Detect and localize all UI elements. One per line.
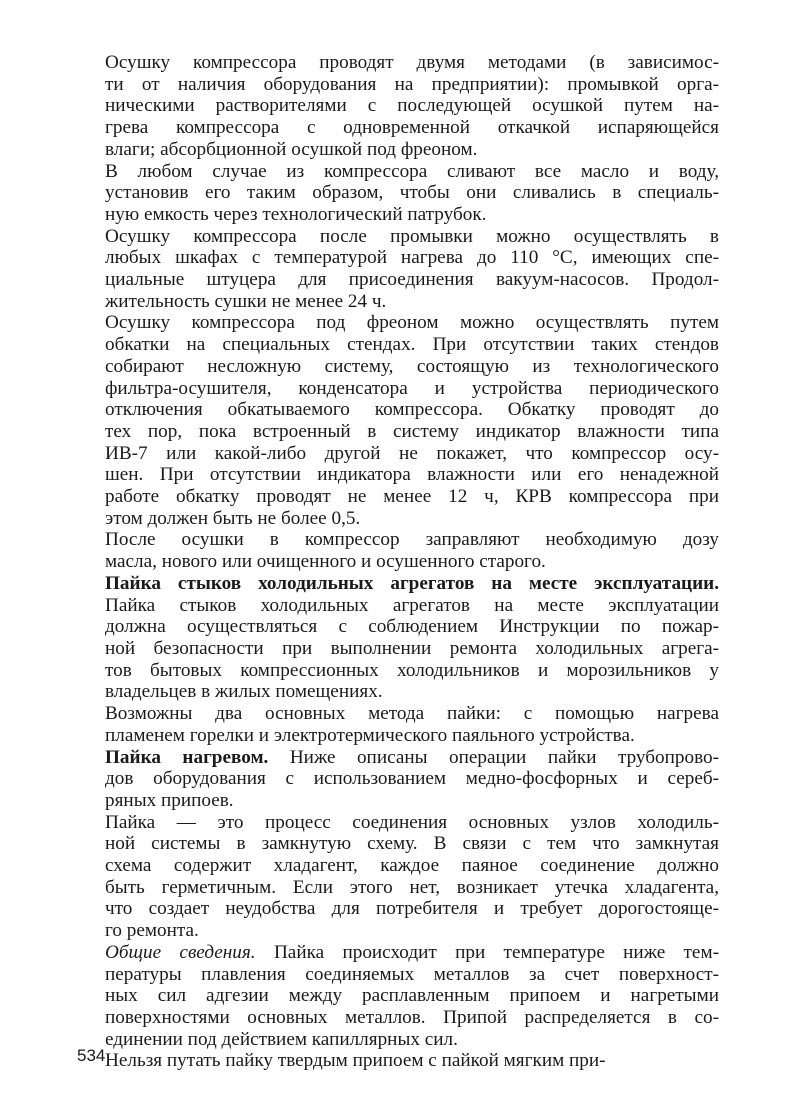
text-line: ной безопасности при выполнении ремонта холодильных агрега- <box>105 637 719 659</box>
paragraph <box>77 226 719 313</box>
text-line: ническими растворителями с последующей осушкой путем на- <box>105 95 719 117</box>
text-line: тов бытовых компрессионных холодильников и морозильников у <box>105 659 719 681</box>
text-line: дов оборудования с использованием медно-фосфорных и сереб- <box>105 768 719 790</box>
paragraph <box>77 529 719 572</box>
text-line: Нельзя путать пайку твердым припоем с пайкой мягким при- <box>105 1050 606 1072</box>
paragraph <box>77 573 719 703</box>
text-line: обкатки на специальных стендах. При отсутствии таких стендов <box>105 334 719 356</box>
paragraph <box>77 703 719 746</box>
text-line: единении под действием капиллярных сил. <box>105 1028 458 1050</box>
text-line: жительность сушки не менее 24 ч. <box>105 290 387 312</box>
text-line: масла, нового или очищенного и осушенного старого. <box>105 551 546 573</box>
text-line: схема содержит хладагент, каждое паяное соединение должно <box>105 855 719 877</box>
text-line: Пайка стыков холодильных агрегатов на месте эксплуатации <box>105 594 719 616</box>
page-body-text <box>77 52 719 1072</box>
text-line: тех пор, пока встроенный в систему индикатор влажности типа <box>105 420 719 442</box>
paragraph <box>77 942 719 1051</box>
text-line: установив его таким образом, чтобы они сливались в специаль- <box>105 182 719 204</box>
text-line: Возможны два основных метода пайки: с помощью нагрева <box>105 703 719 725</box>
text-line: грева компрессора с одновременной откачкой испаряющейся <box>105 117 719 139</box>
text-line: пламенем горелки и электротермического паяльного устройства. <box>105 724 635 746</box>
bold-heading: Пайка стыков холодильных агрегатов на месте эксплуатации. <box>105 572 719 594</box>
text-line <box>77 747 719 769</box>
paragraph <box>77 747 719 812</box>
paragraph <box>77 812 719 942</box>
paragraph <box>77 312 719 529</box>
text-line: циальные штуцера для присоединения вакуум-насосов. Продол- <box>105 269 719 291</box>
text-line: Осушку компрессора после промывки можно осуществлять в <box>105 225 719 247</box>
text-line: ИВ-7 или какой-либо другой не покажет, что компрессор осу- <box>105 442 719 464</box>
paragraph <box>77 1050 719 1072</box>
text-line: Пайка — это процесс соединения основных узлов холодиль- <box>105 811 719 833</box>
text-line: В любом случае из компрессора сливают все масло и воду, <box>105 160 719 182</box>
italic-heading: Общие сведения. <box>105 941 256 963</box>
text-line: любых шкафах с температурой нагрева до 110 °С, имеющих спе- <box>105 247 719 269</box>
text-line: После осушки в компрессор заправляют необходимую дозу <box>105 529 719 551</box>
text-line: ной системы в замкнутую схему. В связи с тем что замкнутая <box>105 833 719 855</box>
text-line: владельцев в жилых помещениях. <box>105 681 383 703</box>
text-line: шен. При отсутствии индикатора влажности или его ненадежной <box>105 464 719 486</box>
text-line: должна осуществляться с соблюдением Инструкции по пожар- <box>105 616 719 638</box>
text-line: поверхностями основных металлов. Припой распределяется в со- <box>105 1006 719 1028</box>
page-number: 534 <box>77 1046 106 1065</box>
text-line: ти от наличия оборудования на предприятии): промывкой орга- <box>105 73 719 95</box>
text-line: отключения обкатываемого компрессора. Обкатку проводят до <box>105 399 719 421</box>
text-line: Осушку компрессора под фреоном можно осуществлять путем <box>105 312 719 334</box>
text-line: пературы плавления соединяемых металлов за счет поверхност- <box>105 963 719 985</box>
text-line: работе обкатку проводят не менее 12 ч, КРВ компрессора при <box>105 486 719 508</box>
text-line: быть герметичным. Если этого нет, возникает утечка хладагента, <box>105 876 719 898</box>
text-line: что создает неудобства для потребителя и требует дорогостояще- <box>105 898 719 920</box>
text-line: ных сил адгезии между расплавленным припоем и нагретыми <box>105 985 719 1007</box>
text-line: этом должен быть не более 0,5. <box>105 507 361 529</box>
text-line: го ремонта. <box>105 920 199 942</box>
bold-heading: Пайка нагревом. <box>105 746 269 768</box>
text-line: ную емкость через технологический патрубок. <box>105 203 487 225</box>
line-text: Пайка происходит при температуре ниже тем- <box>255 941 719 963</box>
text-line <box>77 573 719 595</box>
line-text: Ниже описаны операции пайки трубопрово- <box>268 746 719 768</box>
paragraph <box>77 161 719 226</box>
paragraph <box>77 52 719 161</box>
text-line <box>77 942 719 964</box>
text-line: ряных припоев. <box>105 789 234 811</box>
text-line: собирают несложную систему, состоящую из технологического <box>105 355 719 377</box>
text-line: фильтра-осушителя, конденсатора и устройства периодического <box>105 377 719 399</box>
text-line: влаги; абсорбционной осушкой под фреоном. <box>105 138 478 160</box>
text-line: Осушку компрессора проводят двумя методами (в зависимос- <box>105 52 719 73</box>
